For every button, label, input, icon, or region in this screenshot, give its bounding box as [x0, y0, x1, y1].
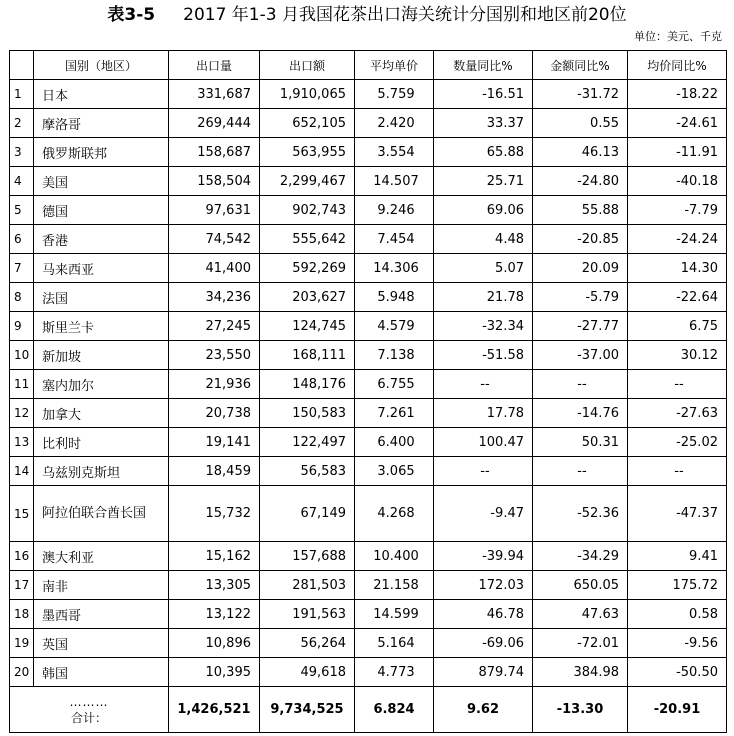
cell-index: 19: [10, 629, 34, 658]
cell-country: 澳大利亚: [34, 542, 169, 571]
cell-index: 9: [10, 312, 34, 341]
cell-index: 13: [10, 428, 34, 457]
cell-qty-yoy: 65.88: [434, 138, 533, 167]
cell-export-amount: 56,583: [260, 457, 355, 486]
cell-export-amount: 1,910,065: [260, 80, 355, 109]
cell-export-amount: 555,642: [260, 225, 355, 254]
cell-index: 8: [10, 283, 34, 312]
cell-export-amount: 49,618: [260, 658, 355, 687]
header-cell: 金额同比%: [533, 51, 628, 80]
total-price-yoy: -20.91: [628, 687, 727, 733]
cell-export-amount: 67,149: [260, 486, 355, 542]
cell-avg-price: 5.759: [355, 80, 434, 109]
header-cell: 平均单价: [355, 51, 434, 80]
total-amount-yoy: -13.30: [533, 687, 628, 733]
cell-price-yoy: -22.64: [628, 283, 727, 312]
cell-export-qty: 158,687: [169, 138, 260, 167]
cell-export-qty: 15,732: [169, 486, 260, 542]
table-row: [10, 399, 727, 428]
table-row: [10, 138, 727, 167]
cell-qty-yoy: 100.47: [434, 428, 533, 457]
total-export-amount: 9,734,525: [260, 687, 355, 733]
cell-price-yoy: -9.56: [628, 629, 727, 658]
cell-export-amount: 2,299,467: [260, 167, 355, 196]
cell-export-qty: 74,542: [169, 225, 260, 254]
cell-export-qty: 18,459: [169, 457, 260, 486]
cell-qty-yoy: -16.51: [434, 80, 533, 109]
table-row: [10, 225, 727, 254]
cell-export-amount: 203,627: [260, 283, 355, 312]
cell-index: 20: [10, 658, 34, 687]
cell-avg-price: 3.554: [355, 138, 434, 167]
cell-export-qty: 331,687: [169, 80, 260, 109]
cell-export-qty: 15,162: [169, 542, 260, 571]
cell-export-qty: 13,122: [169, 600, 260, 629]
cell-avg-price: 10.400: [355, 542, 434, 571]
header-cell: 均价同比%: [628, 51, 727, 80]
cell-index: 11: [10, 370, 34, 399]
cell-export-qty: 20,738: [169, 399, 260, 428]
cell-country: 美国: [34, 167, 169, 196]
total-row: [10, 687, 727, 733]
cell-price-yoy: -27.63: [628, 399, 727, 428]
cell-index: 1: [10, 80, 34, 109]
cell-qty-yoy: --: [434, 370, 533, 399]
cell-amount-yoy: -20.85: [533, 225, 628, 254]
cell-amount-yoy: --: [533, 370, 628, 399]
cell-amount-yoy: -31.72: [533, 80, 628, 109]
cell-country: 马来西亚: [34, 254, 169, 283]
total-label-cell: [10, 687, 169, 733]
cell-export-qty: 23,550: [169, 341, 260, 370]
table-row: [10, 109, 727, 138]
cell-qty-yoy: -9.47: [434, 486, 533, 542]
cell-export-amount: 148,176: [260, 370, 355, 399]
header-cell: 国别（地区）: [34, 51, 169, 80]
cell-amount-yoy: 50.31: [533, 428, 628, 457]
cell-export-amount: 124,745: [260, 312, 355, 341]
header-index: [10, 51, 34, 80]
cell-price-yoy: 175.72: [628, 571, 727, 600]
cell-avg-price: 14.507: [355, 167, 434, 196]
cell-country: 斯里兰卡: [34, 312, 169, 341]
cell-avg-price: 7.261: [355, 399, 434, 428]
cell-index: 7: [10, 254, 34, 283]
cell-amount-yoy: --: [533, 457, 628, 486]
cell-qty-yoy: 172.03: [434, 571, 533, 600]
table-row: [10, 254, 727, 283]
header-cell: 数量同比%: [434, 51, 533, 80]
cell-price-yoy: -47.37: [628, 486, 727, 542]
table-row: [10, 542, 727, 571]
cell-export-qty: 97,631: [169, 196, 260, 225]
cell-index: 5: [10, 196, 34, 225]
cell-country: 比利时: [34, 428, 169, 457]
cell-export-qty: 269,444: [169, 109, 260, 138]
cell-amount-yoy: -72.01: [533, 629, 628, 658]
cell-export-amount: 902,743: [260, 196, 355, 225]
table-caption: 2017 年1-3 月我国花茶出口海关统计分国别和地区前20位: [183, 5, 627, 25]
cell-index: 10: [10, 341, 34, 370]
cell-price-yoy: 14.30: [628, 254, 727, 283]
total-dots: ………: [69, 694, 109, 709]
table-row: [10, 341, 727, 370]
cell-price-yoy: -25.02: [628, 428, 727, 457]
cell-index: 15: [10, 486, 34, 542]
cell-amount-yoy: 384.98: [533, 658, 628, 687]
cell-country: 墨西哥: [34, 600, 169, 629]
cell-country: 英国: [34, 629, 169, 658]
cell-export-amount: 592,269: [260, 254, 355, 283]
cell-index: 12: [10, 399, 34, 428]
cell-export-qty: 41,400: [169, 254, 260, 283]
cell-qty-yoy: -39.94: [434, 542, 533, 571]
cell-index: 17: [10, 571, 34, 600]
cell-qty-yoy: -69.06: [434, 629, 533, 658]
cell-qty-yoy: 5.07: [434, 254, 533, 283]
cell-country: 德国: [34, 196, 169, 225]
cell-export-amount: 150,583: [260, 399, 355, 428]
cell-avg-price: 4.268: [355, 486, 434, 542]
unit-note: 单位：美元、千克: [634, 30, 722, 43]
cell-price-yoy: 30.12: [628, 341, 727, 370]
cell-qty-yoy: -32.34: [434, 312, 533, 341]
header-cell: 出口量: [169, 51, 260, 80]
cell-export-qty: 158,504: [169, 167, 260, 196]
cell-avg-price: 6.400: [355, 428, 434, 457]
table-row: [10, 658, 727, 687]
cell-avg-price: 21.158: [355, 571, 434, 600]
cell-country: 香港: [34, 225, 169, 254]
cell-amount-yoy: 55.88: [533, 196, 628, 225]
cell-avg-price: 3.065: [355, 457, 434, 486]
cell-price-yoy: --: [628, 457, 727, 486]
cell-amount-yoy: -24.80: [533, 167, 628, 196]
table-number: 表3-5: [107, 5, 156, 25]
cell-price-yoy: -11.91: [628, 138, 727, 167]
cell-country: 法国: [34, 283, 169, 312]
cell-avg-price: 7.138: [355, 341, 434, 370]
cell-qty-yoy: 879.74: [434, 658, 533, 687]
cell-export-qty: 21,936: [169, 370, 260, 399]
cell-avg-price: 7.454: [355, 225, 434, 254]
cell-index: 2: [10, 109, 34, 138]
cell-qty-yoy: 21.78: [434, 283, 533, 312]
cell-country: 塞内加尔: [34, 370, 169, 399]
cell-amount-yoy: -5.79: [533, 283, 628, 312]
table-row: [10, 283, 727, 312]
cell-country: 阿拉伯联合酋长国: [34, 486, 169, 542]
cell-qty-yoy: 33.37: [434, 109, 533, 138]
cell-price-yoy: 0.58: [628, 600, 727, 629]
cell-avg-price: 6.755: [355, 370, 434, 399]
cell-price-yoy: --: [628, 370, 727, 399]
table-row: [10, 196, 727, 225]
cell-export-amount: 563,955: [260, 138, 355, 167]
cell-index: 18: [10, 600, 34, 629]
cell-export-amount: 56,264: [260, 629, 355, 658]
cell-price-yoy: -18.22: [628, 80, 727, 109]
cell-amount-yoy: -37.00: [533, 341, 628, 370]
cell-index: 4: [10, 167, 34, 196]
cell-avg-price: 14.599: [355, 600, 434, 629]
cell-export-qty: 13,305: [169, 571, 260, 600]
cell-country: 乌兹别克斯坦: [34, 457, 169, 486]
cell-country: 南非: [34, 571, 169, 600]
cell-export-qty: 34,236: [169, 283, 260, 312]
cell-price-yoy: 6.75: [628, 312, 727, 341]
cell-country: 加拿大: [34, 399, 169, 428]
cell-country: 俄罗斯联邦: [34, 138, 169, 167]
cell-export-amount: 191,563: [260, 600, 355, 629]
cell-country: 日本: [34, 80, 169, 109]
cell-country: 新加坡: [34, 341, 169, 370]
cell-export-qty: 27,245: [169, 312, 260, 341]
cell-export-qty: 10,395: [169, 658, 260, 687]
table-row: [10, 629, 727, 658]
cell-price-yoy: -7.79: [628, 196, 727, 225]
cell-avg-price: 5.164: [355, 629, 434, 658]
cell-export-amount: 652,105: [260, 109, 355, 138]
cell-export-qty: 19,141: [169, 428, 260, 457]
header-cell: 出口额: [260, 51, 355, 80]
table-row: [10, 457, 727, 486]
total-export-qty: 1,426,521: [169, 687, 260, 733]
table-row: [10, 600, 727, 629]
cell-qty-yoy: --: [434, 457, 533, 486]
cell-avg-price: 2.420: [355, 109, 434, 138]
cell-amount-yoy: 47.63: [533, 600, 628, 629]
cell-index: 6: [10, 225, 34, 254]
table-row: [10, 312, 727, 341]
cell-amount-yoy: 650.05: [533, 571, 628, 600]
cell-amount-yoy: -27.77: [533, 312, 628, 341]
cell-price-yoy: -50.50: [628, 658, 727, 687]
total-qty-yoy: 9.62: [434, 687, 533, 733]
cell-qty-yoy: -51.58: [434, 341, 533, 370]
cell-amount-yoy: 0.55: [533, 109, 628, 138]
table-row: [10, 571, 727, 600]
table-row: [10, 370, 727, 399]
cell-index: 14: [10, 457, 34, 486]
cell-export-amount: 168,111: [260, 341, 355, 370]
table-row: [10, 167, 727, 196]
cell-country: 韩国: [34, 658, 169, 687]
cell-country: 摩洛哥: [34, 109, 169, 138]
cell-qty-yoy: 25.71: [434, 167, 533, 196]
table-row: [10, 80, 727, 109]
cell-export-qty: 10,896: [169, 629, 260, 658]
cell-qty-yoy: 4.48: [434, 225, 533, 254]
cell-index: 16: [10, 542, 34, 571]
export-table: [9, 50, 727, 733]
cell-export-amount: 281,503: [260, 571, 355, 600]
cell-avg-price: 9.246: [355, 196, 434, 225]
table-title: [0, 2, 734, 28]
table-row: [10, 486, 727, 542]
cell-qty-yoy: 46.78: [434, 600, 533, 629]
cell-avg-price: 5.948: [355, 283, 434, 312]
cell-price-yoy: 9.41: [628, 542, 727, 571]
cell-export-amount: 157,688: [260, 542, 355, 571]
cell-avg-price: 4.579: [355, 312, 434, 341]
header-row: [10, 51, 727, 80]
cell-qty-yoy: 17.78: [434, 399, 533, 428]
cell-amount-yoy: 46.13: [533, 138, 628, 167]
cell-amount-yoy: -34.29: [533, 542, 628, 571]
total-avg-price: 6.824: [355, 687, 434, 733]
cell-avg-price: 4.773: [355, 658, 434, 687]
cell-price-yoy: -24.24: [628, 225, 727, 254]
cell-export-amount: 122,497: [260, 428, 355, 457]
cell-amount-yoy: -14.76: [533, 399, 628, 428]
cell-index: 3: [10, 138, 34, 167]
cell-amount-yoy: 20.09: [533, 254, 628, 283]
cell-amount-yoy: -52.36: [533, 486, 628, 542]
cell-price-yoy: -40.18: [628, 167, 727, 196]
cell-avg-price: 14.306: [355, 254, 434, 283]
total-label: 合计：: [70, 710, 107, 725]
cell-price-yoy: -24.61: [628, 109, 727, 138]
table-row: [10, 428, 727, 457]
cell-qty-yoy: 69.06: [434, 196, 533, 225]
